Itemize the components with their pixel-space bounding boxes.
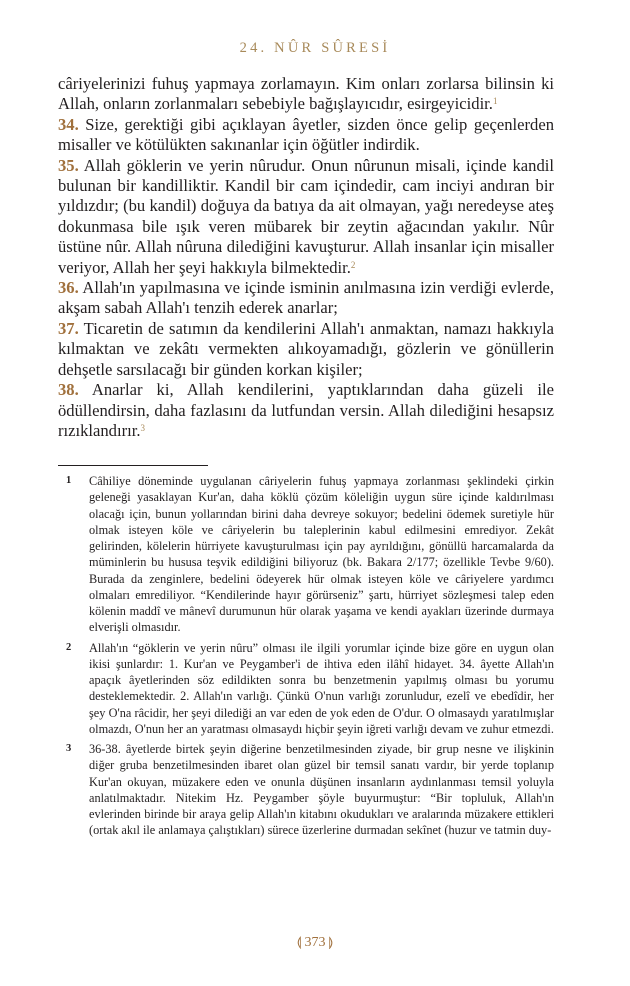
footnote-1: [58, 473, 554, 636]
verse-37: [58, 319, 554, 380]
footnote-number: 1: [66, 475, 72, 486]
verse-number: 37.: [58, 318, 79, 338]
verse-number: 36.: [58, 278, 79, 298]
verse-text-body: Allah göklerin ve yerin nûrudur. Onun nûrunun misali, içinde kandil bulunan bir kandilliktir. Kandil bir cam içindedir, cam inciyi andıran bir yıldızdır; (bu kandil) doğuya da batıya da ait olmayan, yağı neredeyse ateş dokunmasa bile ışık veren mübarek bir zeytin ağacından yakılır. Nûr üstüne nûr. Allah nûruna dilediğini kavuşturur. Allah insanlar için misaller veriyor, Allah her şeyi hakkıyla bilmektedir.: [58, 155, 554, 277]
verse-text-body: Allah'ın yapılmasına ve içinde isminin anılmasına izin verdiği evlerde, akşam sabah Allah'ı tenzih ederek anarlar;: [58, 278, 555, 318]
running-header: 24. NÛR SÛRESİ: [239, 40, 391, 56]
ornament-right-icon: ⟭: [328, 934, 334, 949]
verse-text-body: Size, gerektiği gibi açıklayan âyetler, sizden önce gelip geçenlerden misaller ve kötülükten sakınanlar için öğütler indirdik.: [58, 114, 554, 155]
footnote-number: 2: [66, 641, 72, 653]
verse-36: [58, 278, 554, 319]
footnote-text: Allah'ın “göklerin ve yerin nûru” olması ile ilgili yorumlar içinde bize göre en uygun olan ikisi şunlardır: 1. Kur'an ve Peygamber'i de ihtiva eden ilâhî hidayet. 34. âyette Allah'ın apaçık âyetlerinden söz edildikten sonra bu benzetmenin yapılmış olması bu yorumu desteklemektedir. 2. Allah'ın varlığı. Çünkü O'nun varlığı zorunludur, ezelî ve ebedîdir, her şey O'na râcidir, her şeyi dilediği an var eden de yok eden de O'dur. O olmasaydı yaratılmışlar olmazdı, O'nun her an yaratması olmasaydı hiçbir şeyin iğreti varlığı devam ve zuhur etmezdi.: [89, 640, 554, 736]
verse-text-body: Ticaretin de satımın da kendilerini Allah'ı anmaktan, namazı hakkıyla kılmaktan ve zekâtı vermekten alıkoyamadığı, gözlerin ve gönüllerin dehşetle sarsılacağı bir günden korkan kişiler;: [58, 318, 554, 379]
verse-34: [58, 115, 554, 156]
verse-number: 38.: [58, 380, 79, 400]
footnote-ref[interactable]: 1: [492, 96, 498, 107]
footnote-divider: [58, 465, 208, 466]
verse-35: [58, 156, 554, 278]
footnote-ref[interactable]: 3: [140, 422, 145, 433]
page-footer: [0, 934, 630, 951]
footnotes: [58, 473, 554, 843]
page-number: 373: [304, 935, 326, 950]
verse-text-body: Anarlar ki, Allah kendilerini, yaptıklarından daha güzeli ile ödüllendirsin, daha fazlasını da lutfundan versin. Allah dilediğini hesapsız rızıklandırır.: [58, 380, 554, 440]
footnote-3: [58, 741, 554, 839]
footnote-text: Câhiliye döneminde uygulanan câriyelerin fuhuş yapmaya zorlanması şeklindeki çirkin geleneği yasaklayan Kur'an, daha köklü çözüm köleliğin uygun süre içinde kaldırılması olacağı için, bunun yollarından birini daha devreye sokuyor; bedelini ödemek suretiyle hür olmak isteyen köle ve câriyelerin bu taleplerinin kabul edilmesini emrediyor. Zekât gelirinden, kölelerin hürriyete kavuşturulması için pay ayrıldığını, gönüllü harcamalarda da müminlerin bu hususa teşvik edildiğini biliyoruz (bk. Bakara 2/177; özellikle Tevbe 9/60). Burada da zenginlere, bedelini ödeyerek hür olmak isteyen köle ve câriyelere yardımcı olmaları emrediliyor. “Kendilerinde hayır görürseniz” şartı, hürriyet sözleşmesi talep eden kölenin maddî ve mânevî durumunun hür olarak yaşama ve kendi ayakları üzerinde durmaya elverişli olmasıdır.: [89, 474, 554, 635]
verse-text: [58, 74, 554, 441]
footnote-ref[interactable]: 2: [350, 259, 356, 270]
verse-number: 34.: [58, 114, 79, 134]
verse-33-continued: [58, 74, 554, 115]
footnote-2: [58, 640, 554, 738]
ornament-left-icon: ⟬: [296, 934, 302, 949]
verse-number: 35.: [58, 155, 79, 175]
footnote-text: 36-38. âyetlerde birtek şeyin diğerine benzetilmesinden ziyade, bir grup nesne ve ilişkinin diğer gruba benzetilmesinden ibaret olan güzel bir temsil sanatı vardır, bir yerde toplanıp Kur'an okuyan, müzakere eden ve onunla düşünen insanların aydınlanması temsil yoluyla anlatılmaktadır. Nitekim Hz. Peygamber şöyle buyurmuştur: “Bir topluluk, Allah'ın evlerinden birinde bir araya gelip Allah'ın kitabını okudukları ve aralarında müzakere ettikleri (ortak akıl ile anlamaya çalıştıkları) sürece üzerlerine durmadan sekînet (huzur ve tatmin duy-: [89, 742, 554, 838]
footnote-number: 3: [66, 743, 72, 754]
verse-38: [58, 380, 554, 441]
verse-text-body: câriyelerinizi fuhuş yapmaya zorlamayın. Kim onları zorlarsa bilinsin ki Allah, onların zorlanmaları sebebiyle bağışlayıcıdır, esirgeyicidir.: [58, 74, 554, 114]
